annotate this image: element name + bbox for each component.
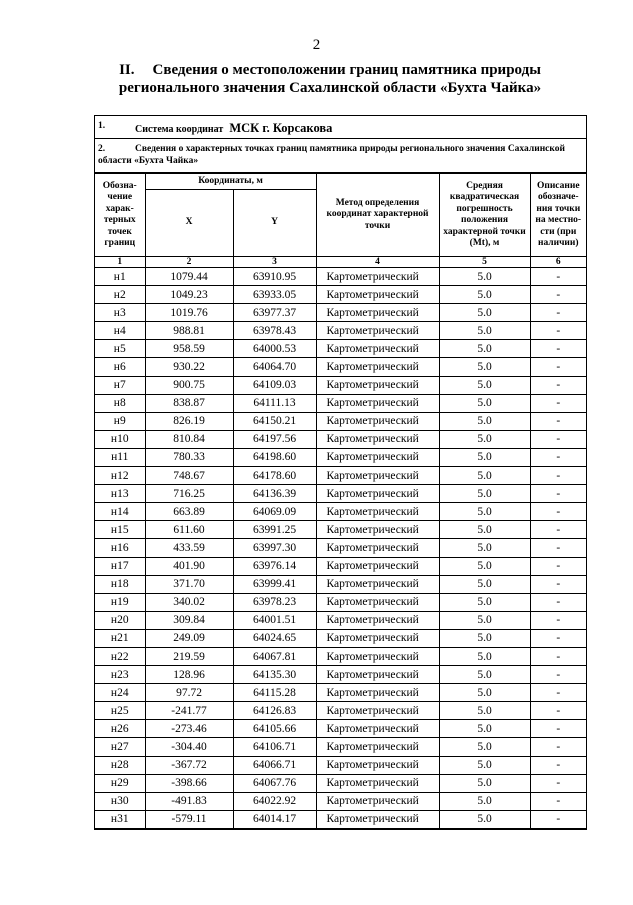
point-method: Картометрический: [316, 756, 439, 774]
point-name: н3: [95, 304, 145, 322]
point-method: Картометрический: [316, 467, 439, 485]
point-method: Картометрический: [316, 593, 439, 611]
point-description: -: [530, 286, 586, 304]
title-line-2: регионального значения Сахалинской области «Бухта Чайка»: [118, 80, 542, 96]
point-y: 63999.41: [233, 575, 316, 593]
column-number: 2: [145, 257, 233, 268]
point-y: 64064.70: [233, 358, 316, 376]
point-method: Картометрический: [316, 268, 439, 286]
point-y: 64014.17: [233, 810, 316, 828]
point-x: 97.72: [145, 684, 233, 702]
point-error: 5.0: [439, 792, 530, 810]
table-row: [95, 394, 586, 412]
point-x: -491.83: [145, 792, 233, 810]
point-error: 5.0: [439, 738, 530, 756]
point-description: -: [530, 539, 586, 557]
point-x: 1049.23: [145, 286, 233, 304]
boundary-points-table: [95, 173, 586, 829]
point-method: Картометрический: [316, 304, 439, 322]
point-error: 5.0: [439, 412, 530, 430]
point-error: 5.0: [439, 340, 530, 358]
point-method: Картометрический: [316, 720, 439, 738]
header-coordinates: Координаты, м: [145, 174, 316, 190]
point-y: 64136.39: [233, 485, 316, 503]
point-x: 810.84: [145, 430, 233, 448]
point-method: Картометрический: [316, 394, 439, 412]
point-error: 5.0: [439, 557, 530, 575]
point-error: 5.0: [439, 286, 530, 304]
point-x: 1019.76: [145, 304, 233, 322]
point-x: -241.77: [145, 702, 233, 720]
point-y: 63976.14: [233, 557, 316, 575]
point-method: Картометрический: [316, 702, 439, 720]
point-name: н11: [95, 448, 145, 466]
point-method: Картометрический: [316, 485, 439, 503]
point-error: 5.0: [439, 575, 530, 593]
point-error: 5.0: [439, 720, 530, 738]
point-y: 64022.92: [233, 792, 316, 810]
point-method: Картометрический: [316, 448, 439, 466]
table-row: [95, 810, 586, 828]
column-number: 5: [439, 257, 530, 268]
table-row: [95, 774, 586, 792]
point-name: н15: [95, 521, 145, 539]
point-name: н31: [95, 810, 145, 828]
column-number: 1: [95, 257, 145, 268]
table-row: [95, 304, 586, 322]
point-method: Картометрический: [316, 412, 439, 430]
point-x: 433.59: [145, 539, 233, 557]
point-description: -: [530, 376, 586, 394]
boundary-info-frame: [94, 115, 587, 830]
section-title: [60, 61, 600, 97]
point-description: -: [530, 810, 586, 828]
point-method: Картометрический: [316, 774, 439, 792]
table-row: [95, 702, 586, 720]
point-error: 5.0: [439, 485, 530, 503]
point-y: 63978.43: [233, 322, 316, 340]
point-name: н10: [95, 430, 145, 448]
point-description: -: [530, 557, 586, 575]
point-name: н17: [95, 557, 145, 575]
title-line-1: Сведения о местоположении границ памятника природы: [152, 62, 541, 78]
point-x: 219.59: [145, 647, 233, 665]
point-error: 5.0: [439, 666, 530, 684]
coordinate-system-value: МСК г. Корсакова: [229, 121, 333, 135]
point-x: 371.70: [145, 575, 233, 593]
point-y: 64135.30: [233, 666, 316, 684]
point-y: 64105.66: [233, 720, 316, 738]
table-row: [95, 340, 586, 358]
point-name: н20: [95, 611, 145, 629]
point-y: 63978.23: [233, 593, 316, 611]
point-error: 5.0: [439, 268, 530, 286]
point-x: 309.84: [145, 611, 233, 629]
table-row: [95, 376, 586, 394]
column-number: 3: [233, 257, 316, 268]
point-name: н30: [95, 792, 145, 810]
point-name: н14: [95, 503, 145, 521]
table-row: [95, 430, 586, 448]
point-description: -: [530, 629, 586, 647]
point-description: -: [530, 684, 586, 702]
table-row: [95, 521, 586, 539]
header-x: X: [145, 190, 233, 257]
point-name: н25: [95, 702, 145, 720]
point-name: н28: [95, 756, 145, 774]
table-row: [95, 611, 586, 629]
point-name: н19: [95, 593, 145, 611]
table-row: [95, 629, 586, 647]
point-y: 63997.30: [233, 539, 316, 557]
point-method: Картометрический: [316, 376, 439, 394]
point-description: -: [530, 611, 586, 629]
point-description: -: [530, 503, 586, 521]
point-method: Картометрический: [316, 738, 439, 756]
point-x: 838.87: [145, 394, 233, 412]
point-description: -: [530, 647, 586, 665]
point-x: -367.72: [145, 756, 233, 774]
point-y: 64197.56: [233, 430, 316, 448]
point-error: 5.0: [439, 756, 530, 774]
point-method: Картометрический: [316, 322, 439, 340]
point-x: 340.02: [145, 593, 233, 611]
point-method: Картометрический: [316, 666, 439, 684]
point-method: Картометрический: [316, 539, 439, 557]
row-number: 2.: [98, 144, 106, 154]
point-x: 930.22: [145, 358, 233, 376]
table-row: [95, 647, 586, 665]
point-x: -273.46: [145, 720, 233, 738]
point-x: 128.96: [145, 666, 233, 684]
point-x: 249.09: [145, 629, 233, 647]
point-name: н18: [95, 575, 145, 593]
table-row: [95, 557, 586, 575]
table-row: [95, 322, 586, 340]
point-name: н27: [95, 738, 145, 756]
point-y: 64115.28: [233, 684, 316, 702]
row-number: 1.: [98, 121, 106, 131]
column-number: 4: [316, 257, 439, 268]
point-y: 64069.09: [233, 503, 316, 521]
point-x: 826.19: [145, 412, 233, 430]
point-description: -: [530, 467, 586, 485]
point-error: 5.0: [439, 684, 530, 702]
point-y: 63933.05: [233, 286, 316, 304]
coordinate-system-row: [95, 116, 586, 139]
point-error: 5.0: [439, 503, 530, 521]
point-y: 64067.81: [233, 647, 316, 665]
table-row: [95, 503, 586, 521]
point-x: 748.67: [145, 467, 233, 485]
point-method: Картометрический: [316, 629, 439, 647]
point-x: -304.40: [145, 738, 233, 756]
points-table-body: [95, 268, 586, 829]
point-description: -: [530, 322, 586, 340]
table-row: [95, 286, 586, 304]
point-y: 64067.76: [233, 774, 316, 792]
point-error: 5.0: [439, 629, 530, 647]
point-error: 5.0: [439, 593, 530, 611]
point-x: 780.33: [145, 448, 233, 466]
table-row: [95, 467, 586, 485]
point-description: -: [530, 774, 586, 792]
point-name: н12: [95, 467, 145, 485]
point-y: 64024.65: [233, 629, 316, 647]
point-name: н22: [95, 647, 145, 665]
point-name: н23: [95, 666, 145, 684]
point-description: -: [530, 756, 586, 774]
point-description: -: [530, 666, 586, 684]
point-description: -: [530, 340, 586, 358]
points-info-text: Сведения о характерных точках границ памятника природы регионального значения Сахалинской области «Бухта Чайка»: [98, 144, 565, 166]
point-x: 988.81: [145, 322, 233, 340]
point-name: н5: [95, 340, 145, 358]
point-x: 611.60: [145, 521, 233, 539]
point-method: Картометрический: [316, 647, 439, 665]
point-x: -579.11: [145, 810, 233, 828]
table-row: [95, 412, 586, 430]
point-x: 1079.44: [145, 268, 233, 286]
point-method: Картометрический: [316, 340, 439, 358]
point-y: 64178.60: [233, 467, 316, 485]
point-error: 5.0: [439, 430, 530, 448]
point-y: 64001.51: [233, 611, 316, 629]
point-description: -: [530, 412, 586, 430]
point-description: -: [530, 485, 586, 503]
point-error: 5.0: [439, 322, 530, 340]
point-name: н24: [95, 684, 145, 702]
point-error: 5.0: [439, 611, 530, 629]
point-name: н8: [95, 394, 145, 412]
point-description: -: [530, 521, 586, 539]
point-y: 64198.60: [233, 448, 316, 466]
points-info-row: [95, 139, 586, 173]
point-name: н4: [95, 322, 145, 340]
point-description: -: [530, 720, 586, 738]
header-error: Средняя квадратическая погрешность положения характерной точки (Mt), м: [439, 174, 530, 257]
table-row: [95, 756, 586, 774]
point-name: н6: [95, 358, 145, 376]
point-description: -: [530, 792, 586, 810]
point-y: 63991.25: [233, 521, 316, 539]
table-row: [95, 268, 586, 286]
point-x: 663.89: [145, 503, 233, 521]
point-x: 401.90: [145, 557, 233, 575]
point-description: -: [530, 394, 586, 412]
point-error: 5.0: [439, 448, 530, 466]
table-row: [95, 575, 586, 593]
header-y: Y: [233, 190, 316, 257]
table-row: [95, 448, 586, 466]
point-description: -: [530, 575, 586, 593]
point-method: Картометрический: [316, 430, 439, 448]
point-description: -: [530, 593, 586, 611]
point-x: 900.75: [145, 376, 233, 394]
point-method: Картометрический: [316, 358, 439, 376]
point-description: -: [530, 268, 586, 286]
point-error: 5.0: [439, 539, 530, 557]
table-row: [95, 720, 586, 738]
point-error: 5.0: [439, 810, 530, 828]
point-method: Картометрический: [316, 792, 439, 810]
table-row: [95, 358, 586, 376]
point-description: -: [530, 702, 586, 720]
point-name: н16: [95, 539, 145, 557]
point-error: 5.0: [439, 358, 530, 376]
point-method: Картометрический: [316, 611, 439, 629]
point-y: 64000.53: [233, 340, 316, 358]
point-method: Картометрический: [316, 810, 439, 828]
table-row: [95, 539, 586, 557]
point-name: н2: [95, 286, 145, 304]
point-error: 5.0: [439, 774, 530, 792]
table-row: [95, 684, 586, 702]
point-y: 64106.71: [233, 738, 316, 756]
table-row: [95, 485, 586, 503]
point-method: Картометрический: [316, 684, 439, 702]
point-error: 5.0: [439, 376, 530, 394]
point-name: н29: [95, 774, 145, 792]
section-roman-numeral: II.: [119, 62, 135, 78]
point-name: н7: [95, 376, 145, 394]
table-row: [95, 666, 586, 684]
point-y: 63910.95: [233, 268, 316, 286]
point-error: 5.0: [439, 467, 530, 485]
point-y: 64150.21: [233, 412, 316, 430]
point-description: -: [530, 358, 586, 376]
point-x: -398.66: [145, 774, 233, 792]
point-name: н21: [95, 629, 145, 647]
point-description: -: [530, 430, 586, 448]
point-error: 5.0: [439, 521, 530, 539]
point-description: -: [530, 448, 586, 466]
header-point-designation: Обозна-чение харак-терных точек границ: [95, 174, 145, 257]
point-description: -: [530, 738, 586, 756]
point-name: н13: [95, 485, 145, 503]
point-method: Картометрический: [316, 557, 439, 575]
header-method: Метод определения координат характерной точки: [316, 174, 439, 257]
point-method: Картометрический: [316, 503, 439, 521]
point-y: 64126.83: [233, 702, 316, 720]
point-error: 5.0: [439, 647, 530, 665]
header-description: Описание обозначе-ния точки на местно-сти (при наличии): [530, 174, 586, 257]
table-row: [95, 738, 586, 756]
point-y: 64111.13: [233, 394, 316, 412]
table-row: [95, 593, 586, 611]
column-number: 6: [530, 257, 586, 268]
point-y: 63977.37: [233, 304, 316, 322]
point-y: 64066.71: [233, 756, 316, 774]
point-method: Картометрический: [316, 575, 439, 593]
point-y: 64109.03: [233, 376, 316, 394]
point-method: Картометрический: [316, 286, 439, 304]
point-name: н26: [95, 720, 145, 738]
point-x: 958.59: [145, 340, 233, 358]
table-row: [95, 792, 586, 810]
point-error: 5.0: [439, 304, 530, 322]
point-x: 716.25: [145, 485, 233, 503]
point-error: 5.0: [439, 702, 530, 720]
page-number: 2: [312, 37, 321, 53]
point-name: н1: [95, 268, 145, 286]
point-description: -: [530, 304, 586, 322]
coordinate-system-label: Система координат: [135, 124, 224, 135]
point-error: 5.0: [439, 394, 530, 412]
point-method: Картометрический: [316, 521, 439, 539]
point-name: н9: [95, 412, 145, 430]
